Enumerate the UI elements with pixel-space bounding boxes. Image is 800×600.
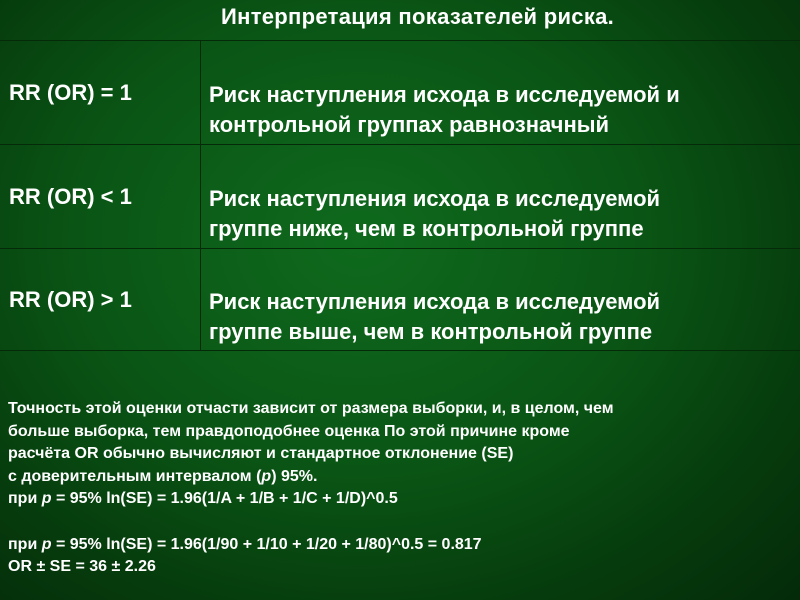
note-text: при — [8, 490, 42, 508]
note-line-confidence — [8, 466, 793, 489]
p-variable: p — [261, 467, 272, 485]
risk-meaning-line: контрольной группах равнозначный — [209, 112, 610, 137]
risk-condition-cell: RR (OR) = 1 — [9, 80, 132, 105]
formula-general — [8, 488, 793, 511]
blank-line — [8, 511, 793, 534]
note-text: = 95% ln(SE) = 1.96(1/A + 1/B + 1/C + 1/D)^0.5 — [51, 490, 398, 508]
note-text: ) 95%. — [271, 467, 318, 485]
p-variable: p — [41, 535, 52, 553]
or-se-result: OR ± SE = 36 ± 2.26 — [8, 558, 156, 576]
p-variable: p — [41, 490, 52, 508]
risk-condition-cell: RR (OR) > 1 — [9, 287, 132, 312]
formula-example — [8, 534, 793, 557]
slide-title: Интерпретация показателей риска. — [221, 4, 615, 29]
risk-meaning-line: группе ниже, чем в контрольной группе — [209, 216, 644, 241]
table-row — [0, 144, 800, 248]
risk-meaning-cell — [209, 287, 794, 347]
note-line: больше выборка, тем правдоподобнее оценка По этой причине кроме — [8, 422, 570, 440]
note-text: = 95% ln(SE) = 1.96(1/90 + 1/10 + 1/20 + 1/80)^0.5 = 0.817 — [51, 535, 482, 553]
risk-meaning-cell — [209, 80, 794, 140]
precision-notes — [8, 398, 793, 579]
note-text: при — [8, 535, 42, 553]
table-row — [0, 40, 800, 144]
risk-meaning-line: Риск наступления исхода в исследуемой — [209, 186, 661, 211]
risk-meaning-line: группе выше, чем в контрольной группе — [209, 319, 653, 344]
table-row — [0, 248, 800, 351]
risk-meaning-line: Риск наступления исхода в исследуемой и — [209, 82, 680, 107]
note-line: расчёта OR обычно вычисляют и стандартное отклонение (SE) — [8, 445, 514, 463]
risk-meaning-cell — [209, 184, 794, 244]
risk-meaning-line: Риск наступления исхода в исследуемой — [209, 289, 661, 314]
note-text: с доверительным интервалом ( — [8, 467, 262, 485]
risk-interpretation-table — [0, 40, 800, 351]
note-line: Точность этой оценки отчасти зависит от размера выборки, и, в целом, чем — [8, 400, 614, 417]
risk-condition-cell: RR (OR) < 1 — [9, 184, 132, 209]
